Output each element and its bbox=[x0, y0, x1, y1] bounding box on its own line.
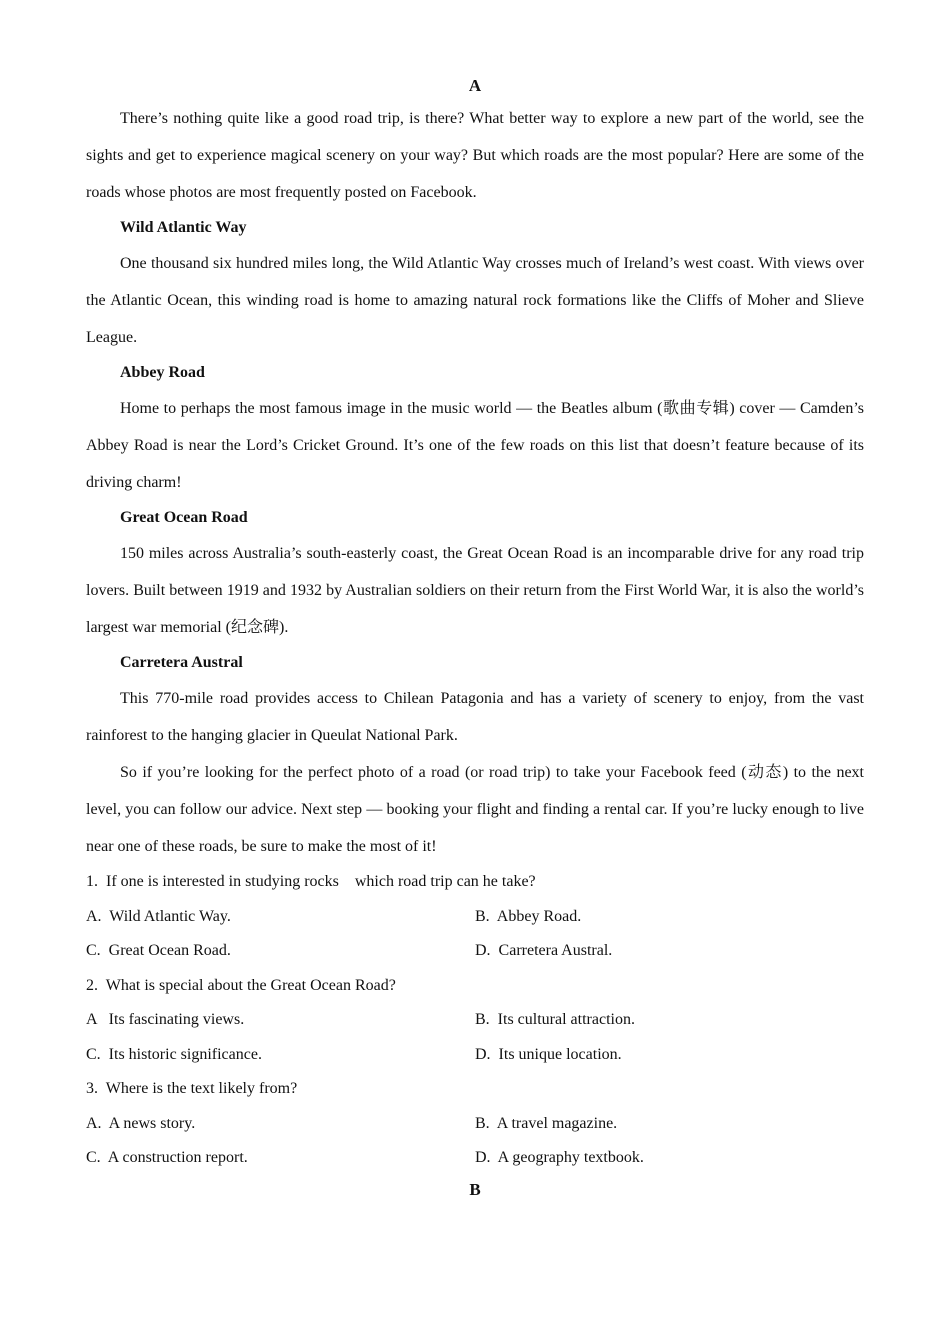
question-2 bbox=[86, 969, 864, 1073]
intro-paragraph: There’s nothing quite like a good road trip, is there? What better way to explore a new part of the world, see the sights and get to experience magical scenery on your way? But which roads are the most popular? Here are some of the roads whose photos are most frequently posted on Facebook. bbox=[86, 110, 864, 201]
question-stem: 1. If one is interested in studying rocks which road trip can he take? bbox=[86, 873, 536, 890]
option-c[interactable]: C. Its historic significance. bbox=[86, 1045, 262, 1063]
option-row bbox=[86, 934, 864, 969]
option-row bbox=[86, 900, 864, 935]
road-heading: Carretera Austral bbox=[120, 654, 243, 671]
road-heading: Wild Atlantic Way bbox=[120, 219, 247, 236]
question-3 bbox=[86, 1072, 864, 1176]
question-1 bbox=[86, 865, 864, 969]
option-row bbox=[86, 1003, 864, 1038]
option-a[interactable]: A Its fascinating views. bbox=[86, 1011, 245, 1028]
conclusion-paragraph: So if you’re looking for the perfect photo of a road (or road trip) to take your Facebook feed (动态) to the next level, you can follow our advice. Next step — booking your flight and finding a rental car. If you’re lucky enough to live near one of these roads, be sure to make the most of it! bbox=[86, 764, 864, 855]
option-row bbox=[86, 1038, 864, 1073]
section-a-label: A bbox=[468, 76, 482, 95]
road-description: This 770-mile road provides access to Chilean Patagonia and has a variety of scenery to enjoy, from the vast rainforest to the hanging glacier in Queulat National Park. bbox=[86, 690, 864, 744]
option-b[interactable]: B. A travel magazine. bbox=[475, 1114, 618, 1132]
option-d[interactable]: D. Its unique location. bbox=[475, 1045, 622, 1063]
option-c[interactable]: C. A construction report. bbox=[86, 1149, 248, 1166]
section-b-label: B bbox=[469, 1179, 481, 1199]
question-stem: 2. What is special about the Great Ocean Road? bbox=[86, 976, 396, 994]
road-heading: Great Ocean Road bbox=[120, 509, 248, 526]
option-d[interactable]: D. Carretera Austral. bbox=[475, 942, 613, 959]
option-a[interactable]: A. Wild Atlantic Way. bbox=[86, 907, 231, 925]
road-heading: Abbey Road bbox=[120, 364, 205, 381]
road-description: Home to perhaps the most famous image in the music world — the Beatles album (歌曲专辑) cover — Camden’s Abbey Road is near the Lord’s Cricket Ground. It’s one of the few roads on this list that doesn’t feature because of its driving charm! bbox=[86, 400, 864, 491]
option-row bbox=[86, 1107, 864, 1142]
option-d[interactable]: D. A geography textbook. bbox=[475, 1149, 644, 1166]
option-b[interactable]: B. Its cultural attraction. bbox=[475, 1011, 635, 1028]
option-row bbox=[86, 1141, 864, 1176]
option-a[interactable]: A. A news story. bbox=[86, 1114, 196, 1132]
option-c[interactable]: C. Great Ocean Road. bbox=[86, 942, 231, 959]
exam-page bbox=[86, 72, 864, 1204]
road-description: 150 miles across Australia’s south-easterly coast, the Great Ocean Road is an incomparable drive for any road trip lovers. Built between 1919 and 1932 by Australian soldiers on their return from the First World War, it is also the world’s largest war memorial (纪念碑). bbox=[86, 545, 864, 636]
option-b[interactable]: B. Abbey Road. bbox=[475, 907, 582, 925]
question-stem: 3. Where is the text likely from? bbox=[86, 1080, 298, 1097]
road-description: One thousand six hundred miles long, the Wild Atlantic Way crosses much of Ireland’s west coast. With views over the Atlantic Ocean, this winding road is home to amazing natural rock formations like the Cliffs of Moher and Slieve League. bbox=[86, 255, 864, 346]
